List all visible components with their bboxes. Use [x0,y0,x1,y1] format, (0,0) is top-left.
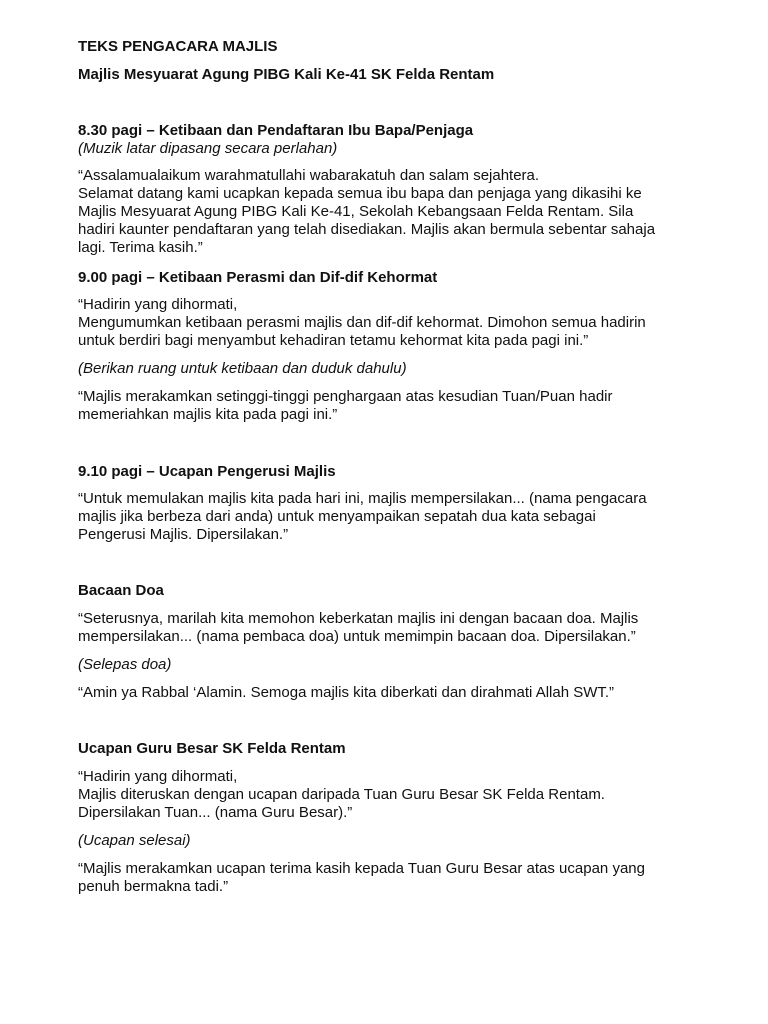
speech-line: mempersilakan... (nama pembaca doa) untuk memimpin bacaan doa. Dipersilakan.” [78,628,636,645]
speech-paragraph [78,296,688,350]
speech-line: penuh bermakna tadi.” [78,878,229,895]
speech-line: Pengerusi Majlis. Dipersilakan.” [78,526,289,543]
speech-paragraph [78,860,688,896]
speech-line: “Assalamualaikum warahmatullahi wabarakatuh dan salam sejahtera. [78,167,540,184]
speech-line: hadiri kaunter pendaftaran yang telah disediakan. Majlis akan bermula sebentar sahaja [78,221,656,238]
document-title: TEKS PENGACARA MAJLIS [78,38,278,55]
speech-line: “Seterusnya, marilah kita memohon keberkatan majlis ini dengan bacaan doa. Majlis [78,610,639,627]
section-heading-ketibaan-pendaftaran: 8.30 pagi – Ketibaan dan Pendaftaran Ibu Bapa/Penjaga [78,122,474,139]
speech-paragraph [78,388,688,424]
stage-note: (Berikan ruang untuk ketibaan dan duduk dahulu) [78,360,407,377]
speech-line: Dipersilakan Tuan... (nama Guru Besar).” [78,804,353,821]
stage-note: (Selepas doa) [78,656,172,673]
document-subtitle: Majlis Mesyuarat Agung PIBG Kali Ke-41 SK Felda Rentam [78,66,495,83]
speech-paragraph [78,490,688,544]
section-heading-ucapan-guru-besar: Ucapan Guru Besar SK Felda Rentam [78,740,346,757]
speech-paragraph [78,684,688,702]
speech-line: Majlis Mesyuarat Agung PIBG Kali Ke-41, Sekolah Kebangsaan Felda Rentam. Sila [78,203,634,220]
speech-line: “Amin ya Rabbal ‘Alamin. Semoga majlis kita diberkati dan dirahmati Allah SWT.” [78,684,615,701]
speech-line: majlis jika berbeza dari anda) untuk menyampaikan sepatah dua kata sebagai [78,508,596,525]
speech-line: Majlis diteruskan dengan ucapan daripada Tuan Guru Besar SK Felda Rentam. [78,786,605,803]
speech-line: “Untuk memulakan majlis kita pada hari ini, majlis mempersilakan... (nama pengacara [78,490,647,507]
section-heading-ketibaan-perasmi: 9.00 pagi – Ketibaan Perasmi dan Dif-dif Kehormat [78,269,438,286]
speech-line: memeriahkan majlis kita pada pagi ini.” [78,406,338,423]
speech-line: lagi. Terima kasih.” [78,239,203,256]
document-page [78,0,688,1024]
speech-line: “Majlis merakamkan setinggi-tinggi penghargaan atas kesudian Tuan/Puan hadir [78,388,613,405]
speech-line: “Majlis merakamkan ucapan terima kasih kepada Tuan Guru Besar atas ucapan yang [78,860,645,877]
section-heading-bacaan-doa: Bacaan Doa [78,582,164,599]
speech-line: Selamat datang kami ucapkan kepada semua ibu bapa dan penjaga yang dikasihi ke [78,185,642,202]
speech-line: Mengumumkan ketibaan perasmi majlis dan dif-dif kehormat. Dimohon semua hadirin [78,314,646,331]
section-heading-ucapan-pengerusi: 9.10 pagi – Ucapan Pengerusi Majlis [78,463,336,480]
stage-note: (Ucapan selesai) [78,832,191,849]
speech-paragraph [78,610,688,646]
speech-paragraph [78,167,688,257]
speech-line: “Hadirin yang dihormati, [78,768,238,785]
speech-line: untuk berdiri bagi menyambut kehadiran tetamu kehormat kita pada pagi ini.” [78,332,589,349]
speech-line: “Hadirin yang dihormati, [78,296,238,313]
speech-paragraph [78,768,688,822]
stage-note: (Muzik latar dipasang secara perlahan) [78,140,338,157]
